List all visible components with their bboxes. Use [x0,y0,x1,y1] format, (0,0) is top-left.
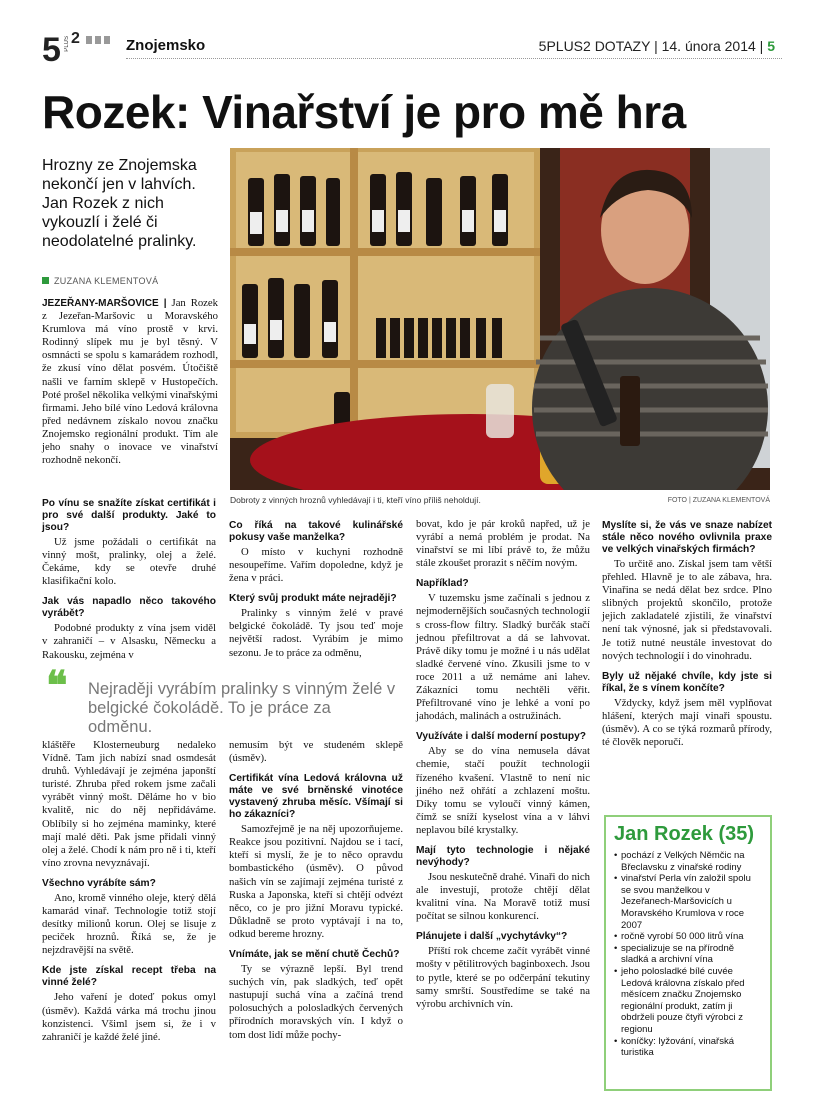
intro-paragraph [42,297,218,467]
lead-text: Hrozny ze Znojemska nekončí jen v lahvích. Jan Rozek z nich vykouzlí i želé či neodolatelné pralinky. [42,157,197,250]
page-number: 5 [767,38,775,54]
answer: Už jsme požádali o certifikát na vinný mošt, pralinky, olej a želé. Čekáme, kdy se otevře druhé klasifikační kolo. [42,536,216,588]
photo-caption: Dobroty z vinných hroznů vyhledávají i ti, kteří víno příliš neholdují. [230,495,481,505]
answer: To určitě ano. Získal jsem tam větší přehled. Hlavně je to ale zábava, hra. Vinařina se nedá dělat bez srdce. Plno slibných projektů skončilo, protože jejich zakladatelé zjistili, že vinařství není tak výnosné, jak si představovali. Je totiž nutné neustále investovat do nových technologií i do vinohradu. [602,558,772,662]
issue-info [539,38,775,54]
author-line [42,276,158,286]
author-name: ZUZANA KLEMENTOVÁ [54,276,159,286]
question: Po vínu se snažíte získat certifikát i pro své další produkty. Jaké to jsou? [42,498,216,533]
logo-bars-icon [86,36,110,44]
logo-plus: PLUS [64,36,70,52]
pull-quote: Nejraději vyrábím pralinky s vinným želé v belgické čokoládě. To je práce za odměnu. [88,680,396,736]
answer-continued: nemusím být ve studeném sklepě (úsměv). [229,739,403,765]
column-1-top [42,490,216,662]
column-2-bottom [229,739,403,1042]
answer: Podobné produkty z vína jsem viděl v zahraničí – v Alsasku, Německu a Rakousku, zejména v [42,622,216,661]
answer: Aby se do vína nemusela dávat chemie, stačí použít technologii řízeného kvašení. Vlastně to není nic jiného než ohřátí a zchlazení moštu. Díky tomu se vyloučí vinný kámen, čímž se sníží kyselost vína a v láhvi neplavou bílé krystalky. [416,745,590,836]
photo-illustration [230,148,770,490]
bio-item: • jeho polosladké bílé cuvée Ledová královna získalo před měsícem značku Znojemsko regionální produkt, zatím ji obdrželi pouze čtyři výrobci z regionu [614,966,762,1036]
question: Vnímáte, jak se mění chutě Čechů? [229,949,400,961]
answer: Jeho vaření je doteď pokus omyl (úsměv). Každá várka má trochu jinou konzistenci. Všiml jsem si, že i v zahraničí je každé želé jiné. [42,991,216,1043]
question: Myslíte si, že vás ve snaze nabízet stále něco nového ovlivnila praxe ve velkých vinařských firmách? [602,520,772,555]
question: Co říká na takové kulinářské pokusy vaše manželka? [229,520,403,543]
section-name: Znojemsko [126,37,206,54]
question: Jak vás napadlo něco takového vyrábět? [42,596,216,620]
logo-five: 5 [42,31,61,69]
dateline: JEZEŘANY-MARŠOVICE | [42,298,172,309]
issue-date: 5PLUS2 DOTAZY | 14. února 2014 | [538,38,768,54]
bio-item: • koníčky: lyžování, vinařská turistika [614,1036,762,1059]
column-4 [602,512,772,749]
question: Kde jste získal recept třeba na vinné želé? [42,965,216,989]
bio-title: Jan Rozek (35) [614,823,755,845]
question: Který svůj produkt máte nejraději? [229,593,397,605]
bio-list [614,850,762,1059]
question: Certifikát vína Ledová královna už máte ve své brněnské vinotéce vystavený zhruba měsíc. Všímají si ho zákazníci? [229,773,403,821]
headline: Rozek: Vinařství je pro mě hra [42,86,686,138]
intro-text: Jan Rozek z Jezeřan-Maršovic u Moravského Krumlova má víno prostě v krvi. Rodinný slípek mu je byl těsný. V osmnácti se spolu s kamarádem rozhodl, že zkusí víno dělat posvém. Útočiště našli ve farním sklepě v Hustopečích. Poté prošel několika velkými vinařskými firmami. Jeho bílé víno Ledová královna před nedávnem získalo novou značku Znojemsko regionální produkt. Tím ale jeho snahy o inovace ve vinařství rozhodně nekončí. [42,297,218,467]
answer: Samozřejmě je na něj upozorňujeme. Reakce jsou pozitivní. Najdou se i tací, kteří si myslí, že je to něco opravdu bombastického (úsměv). O původ našich vín se zajímají zejména turisté z Ruska a Japonska, kteří si chtějí odvézt něco, co je pro jižní Moravu typické. Důkladně se proto vyptávají i na to, odkud bereme hrozny. [229,823,403,940]
question: Mají tyto technologie i nějaké nevýhody? [416,844,590,868]
answer-continued: kláštěře Klosterneuburg nedaleko Vídně. Tam jich nabízí snad osmdesát druhů. Vyhledávají je zejména japonští turisté. Zhruba před rokem jsme začali vyrábět vinný mošt. Děláme ho v bio kvalitě, nic do něj nepřidáváme. Oblíbily si ho zejména maminky, které mají malé děti. Pak jsme přidali vinný olej a želé. Chodí k nám pro ně i ti, kteří víno zrovna nevyznávají. [42,739,216,869]
author-square-icon [42,277,49,284]
column-2-top [229,512,403,660]
answer: V tuzemsku jsme začínali s jednou z nejmodernějších současných technologií s cross-flow filtry. Sladký burčák stačí jednou přefiltrovat a dá se lahvovat. Právě díky tomu je možné i u nás udělat sladké červené víno. Zkusili jsme to v roce 2011 a už nemáme ani lahev. Zákazníci tomu nechtěli věřit. Přefiltrované víno je lehké a voní po jahodách, malinách a ostružinách. [416,592,590,723]
bio-item: • specializuje se na přírodně sladká a archivní vína [614,943,762,966]
answer: Ty se výrazně lepší. Byl trend suchých vín, pak sladkých, teď opět nastupují suchá vína a začíná trend polosuchých a polosladkých červených přírodních moravských vín. I když o tom dost lidí může pochy- [229,963,403,1041]
answer-continued: bovat, kdo je pár kroků napřed, už je vyrábí a nemá problém je prodat. Na vinařství se mi líbí právě to, že můžu stále zkoušet prorazit s něčím novým. [416,518,590,570]
answer: Příští rok chceme začít vyrábět vinné mošty v pětilitrových baginboxech. Jsou to pytle, které se po odčerpání tekutiny samy smrští. Soustředíme se také na výrobu archivních vín. [416,945,590,1010]
answer: Vždycky, když jsem měl vyplňovat hlášení, kterých mají vinaři spoustu. (úsměv). A co se týká rozmarů přírody, té člověk neporučí. [602,696,772,749]
answer: Pralinky s vinným želé v pravé belgické čokoládě. Ty jsou teď moje největší radost. Vyrábím je mimo sezonu. Je to práce za odměnu, [229,607,403,659]
question: Například? [416,578,469,590]
question: Využíváte i další moderní postupy? [416,731,587,743]
answer: Ano, kromě vinného oleje, který dělá kamarád vinař. Technologie totiž stojí desítky milionů korun. Olej se lisuje z peciček hroznů. Říká se, že je nejzdravější na světě. [42,891,216,957]
column-1-bottom [42,739,216,1044]
logo-two: 2 [71,30,80,47]
column-3 [416,518,590,1011]
article-photo [230,148,770,490]
bio-item: • pochází z Velkých Němčic na Břeclavsku z vinařské rodiny [614,850,762,873]
question: Plánujete i další „vychytávky“? [416,931,568,943]
question: Všechno vyrábíte sám? [42,877,156,889]
answer: Jsou neskutečně drahé. Vinaři do nich ale investují, protože chtějí dělat kvalitní vína. Na Moravě totiž musí počítat se silnou konkurencí. [416,870,590,923]
bio-item: • vinařství Perla vín založil spolu se svou manželkou v Jezeřanech-Maršovicích u Moravského Krumlova v roce 2007 [614,873,762,931]
answer: O místo v kuchyni rozhodně nesoupeříme. Vařím dopoledne, když je žena v práci. [229,546,403,585]
question: Byly už nějaké chvíle, kdy jste si říkal, že s vínem končíte? [602,670,772,694]
bio-item: • ročně vyrobí 50 000 litrů vína [614,931,762,943]
quote-mark-icon: ❝ [46,663,68,708]
photo-credit: FOTO | ZUZANA KLEMENTOVÁ [667,497,770,504]
bio-box [604,815,772,1091]
header-divider [126,58,782,59]
